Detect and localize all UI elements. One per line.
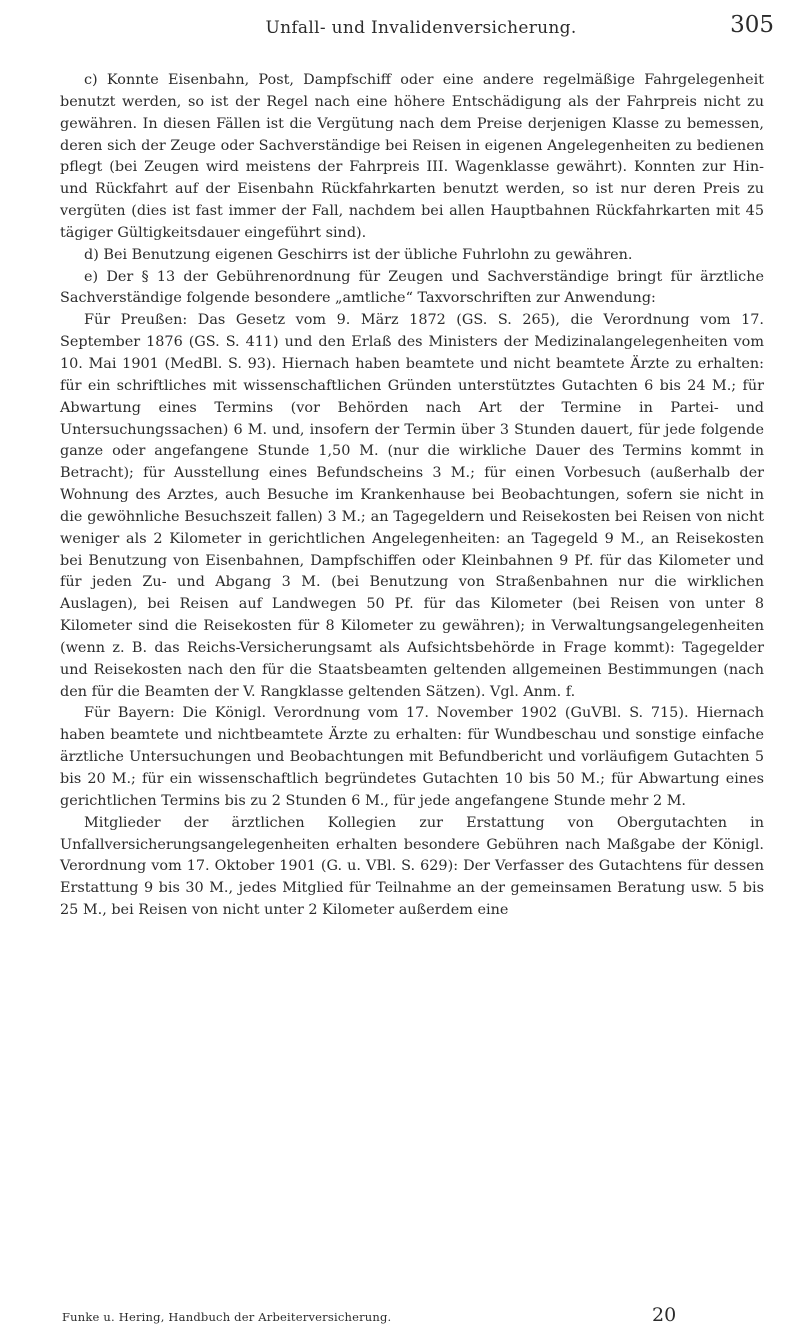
paragraph-preussen: Für Preußen: Das Gesetz vom 9. März 1872 (GS. S. 265), die Verordnung vom 17. September 1876 (GS. S. 411) und den Erlaß des Ministers der Medizinalangelegenheiten vom 10. Mai 1901 (MedBl. S. 93). Hiernach haben beamtete und nicht beamtete Ärzte zu erhalten: für ein schriftliches mit wissenschaftlichen Gründen unterstütztes Gutachten 6 bis 24 M.; für Abwartung eines Termins (vor Behörden nach Art der Termine in Partei- und Untersuchungssachen) 6 M. und, insofern der Termin über 3 Stunden dauert, für jede folgende ganze oder angefangene Stunde 1,50 M. (nur die wirkliche Dauer des Termins kommt in Betracht); für Ausstellung eines Befundscheins 3 M.; für einen Vorbesuch (außerhalb der Wohnung des Arztes, auch Besuche im Krankenhause bei Beobachtungen, sofern sie nicht in die gewöhnliche Besuchszeit fallen) 3 M.; an Tagegeldern und Reisekosten bei Reisen von nicht weniger als 2 Kilometer in gerichtlichen Angelegenheiten: an Tagegeld 9 M., an Reisekosten bei Benutzung von Eisenbahnen, Dampfschiffen oder Kleinbahnen 9 Pf. für das Kilometer und für jeden Zu- und Abgang 3 M. (bei Benutzung von Straßenbahnen nur die wirklichen Auslagen), bei Reisen auf Landwegen 50 Pf. für das Kilometer (bei Reisen von unter 8 Kilometer sind die Reisekosten für 8 Kilometer zu gewähren); in Verwaltungsangelegenheiten (wenn z. B. das Reichs-Versicherungsamt als Aufsichtsbehörde in Frage kommt): Tagegelder und Reisekosten nach den für die Staatsbeamten geltenden allgemeinen Bestimmungen (nach den für die Beamten der V. Rangklasse geltenden Sätzen). Vgl. Anm. f. [60, 312, 764, 700]
body-text [60, 70, 764, 922]
page-footer [62, 1304, 766, 1328]
paragraph-d-geschirr: d) Bei Benutzung eigenen Geschirrs ist der übliche Fuhrlohn zu gewähren. [84, 246, 633, 263]
running-title: Unfall- und Invalidenversicherung. [265, 18, 577, 38]
footer-imprint: Funke u. Hering, Handbuch der Arbeiterversicherung. [62, 1310, 392, 1324]
paragraph-c-fahrgelegenheit: c) Konnte Eisenbahn, Post, Dampfschiff oder eine andere regelmäßige Fahrgelegenheit benutzt werden, so ist der Regel nach eine höhere Entschädigung als der Fahrpreis nicht zu gewähren. In diesen Fällen ist die Vergütung nach dem Preise derjenigen Klasse zu bemessen, deren sich der Zeuge oder Sachverständige bei Reisen in eigenen Angelegenheiten zu bedienen pflegt (bei Zeugen wird meistens der Fahrpreis III. Wagenklasse gewährt). Konnten zur Hin- und Rückfahrt auf der Eisenbahn Rückfahrkarten benutzt werden, so ist nur deren Preis zu vergüten (dies ist fast immer der Fall, nachdem bei allen Hauptbahnen Rückfahrkarten mit 45 tägiger Gültigkeitsdauer eingeführt sind). [60, 72, 764, 241]
paragraph-bayern: Für Bayern: Die Königl. Verordnung vom 17. November 1902 (GuVBl. S. 715). Hiernach haben beamtete und nichtbeamtete Ärzte zu erhalten: für Wundbeschau und sonstige einfache ärztliche Untersuchungen und Beobachtungen mit Befundbericht und vorläufigem Gutachten 5 bis 20 M.; für ein wissenschaftlich begründetes Gutachten 10 bis 50 M.; für Abwartung eines gerichtlichen Termins bis zu 2 Stunden 6 M., für jede angefangene Stunde mehr 2 M. [60, 705, 764, 809]
sheet-signature: 20 [652, 1304, 677, 1326]
page-number: 305 [730, 12, 774, 38]
running-head [68, 8, 774, 42]
paragraph-e-taxvorschriften: e) Der § 13 der Gebührenordnung für Zeugen und Sachverständige bringt für ärztliche Sachverständige folgende besondere „amtliche“ Taxvorschriften zur Anwendung: [60, 268, 764, 307]
paragraph-kollegien: Mitglieder der ärztlichen Kollegien zur Erstattung von Obergutachten in Unfallversicherungsangelegenheiten erhalten besondere Gebühren nach Maßgabe der Königl. Verordnung vom 17. Oktober 1901 (G. u. VBl. S. 629): Der Verfasser des Gutachtens für dessen Erstattung 9 bis 30 M., jedes Mitglied für Teilnahme an der gemeinsamen Beratung usw. 5 bis 25 M., bei Reisen von nicht unter 2 Kilometer außerdem eine [60, 814, 764, 919]
